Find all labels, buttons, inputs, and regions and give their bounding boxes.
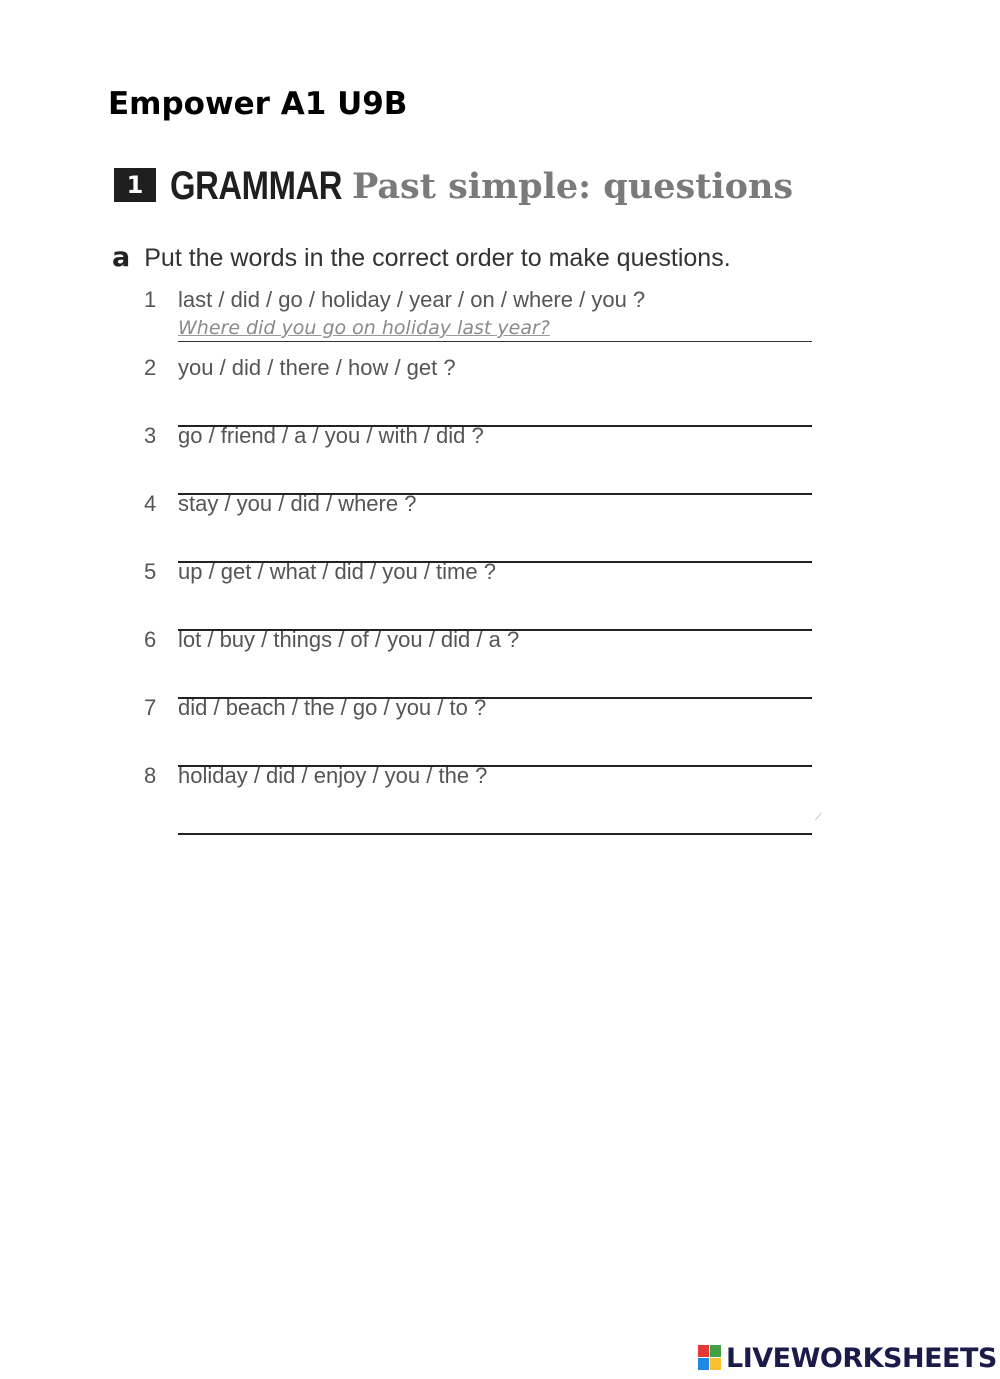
exercise-item-5: [144, 559, 814, 625]
exercise-instruction: [112, 242, 731, 273]
page-title: Empower A1 U9B: [108, 86, 408, 122]
item-words: up / get / what / did / you / time ?: [178, 559, 496, 584]
exercise-item-4: [144, 491, 814, 557]
section-label: GRAMMAR: [170, 164, 343, 208]
exercise-item-1: [144, 287, 814, 353]
item-words: stay / you / did / where ?: [178, 491, 417, 516]
section-subtitle: Past simple: questions: [352, 166, 794, 207]
footer-brand[interactable]: [698, 1343, 997, 1373]
example-answer-text: Where did you go on holiday last year?: [178, 317, 550, 339]
liveworksheets-logo-icon: [698, 1345, 722, 1371]
item-number: 5: [144, 559, 157, 584]
item-words: last / did / go / holiday / year / on / where / you ?: [178, 287, 646, 312]
section-number: 1: [114, 168, 156, 202]
instruction-text: Put the words in the correct order to make questions.: [144, 244, 731, 272]
item-words: lot / buy / things / of / you / did / a ?: [178, 627, 520, 652]
exercise-item-6: [144, 627, 814, 693]
brand-name: LIVEWORKSHEETS: [726, 1342, 997, 1374]
exercise-item-2: [144, 355, 814, 421]
exercise-item-3: [144, 423, 814, 489]
item-number: 8: [144, 763, 157, 788]
answer-input-8[interactable]: [178, 805, 812, 835]
item-number: 4: [144, 491, 157, 516]
item-number: 3: [144, 423, 157, 448]
resize-handle-icon: ⟋: [815, 812, 822, 823]
item-number: 7: [144, 695, 157, 720]
section-header: [114, 166, 814, 206]
item-number: 6: [144, 627, 157, 652]
instruction-letter: a: [112, 242, 131, 273]
item-words: holiday / did / enjoy / you / the ?: [178, 763, 488, 788]
item-words: you / did / there / how / get ?: [178, 355, 456, 380]
item-number: 1: [144, 287, 157, 312]
item-words: did / beach / the / go / you / to ?: [178, 695, 487, 720]
item-number: 2: [144, 355, 157, 380]
item-words: go / friend / a / you / with / did ?: [178, 423, 484, 448]
example-answer: [178, 317, 812, 342]
exercise-item-8: [144, 763, 814, 829]
exercise-item-7: [144, 695, 814, 761]
